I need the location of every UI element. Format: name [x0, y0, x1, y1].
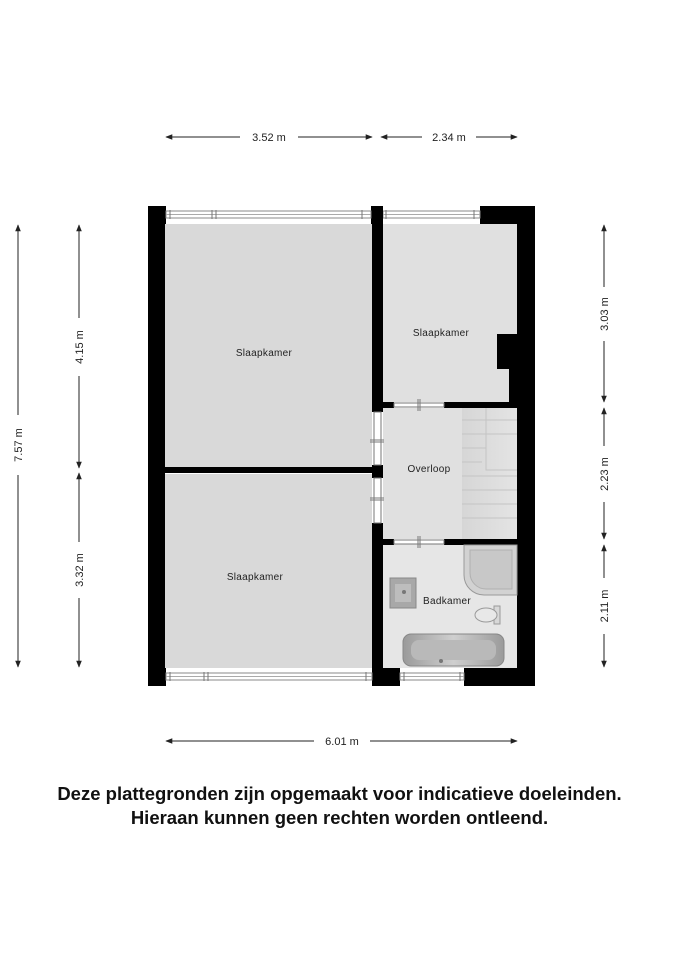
dimension-label: 4.15 m	[74, 330, 86, 364]
dimension-label: 2.23 m	[599, 457, 611, 491]
room-floor-bedroom-1	[165, 224, 372, 470]
dimension-left-lower	[74, 473, 86, 667]
room-label-bedroom-3: Slaapkamer	[412, 328, 470, 339]
room-floor-bedroom-2	[165, 474, 372, 668]
room-label-bedroom-1: Slaapkamer	[235, 348, 293, 359]
dimension-label: 2.11 m	[599, 589, 611, 623]
dimension-top-right	[381, 132, 517, 144]
windows-bottom	[166, 672, 464, 681]
bathtub	[403, 634, 504, 666]
dimension-label: 2.34 m	[432, 132, 466, 144]
dimension-top-left	[166, 132, 372, 144]
disclaimer-line-1: Deze plattegronden zijn opgemaakt voor indicatieve doeleinden.	[57, 783, 622, 804]
dimension-bottom-total	[166, 736, 517, 748]
dimension-right-lower	[599, 545, 611, 667]
dimension-label: 7.57 m	[13, 428, 25, 462]
disclaimer-line-2: Hieraan kunnen geen rechten worden ontleend.	[130, 807, 549, 828]
sink	[390, 578, 416, 608]
room-floor-bedroom-3	[383, 224, 517, 402]
dimension-label: 6.01 m	[325, 736, 359, 748]
dimension-right-middle	[599, 408, 611, 539]
shower	[464, 545, 517, 595]
dimension-label: 3.03 m	[599, 297, 611, 331]
dimension-label: 3.32 m	[74, 553, 86, 587]
room-label-landing: Overloop	[407, 464, 451, 475]
dimension-left-upper	[74, 225, 86, 468]
room-label-bedroom-2: Slaapkamer	[226, 572, 284, 583]
dimension-right-upper	[599, 225, 611, 402]
windows-top	[166, 210, 480, 219]
dimension-label: 3.52 m	[252, 132, 286, 144]
dimension-left-total	[13, 225, 25, 667]
room-label-bathroom: Badkamer	[423, 596, 471, 607]
staircase	[462, 408, 517, 539]
